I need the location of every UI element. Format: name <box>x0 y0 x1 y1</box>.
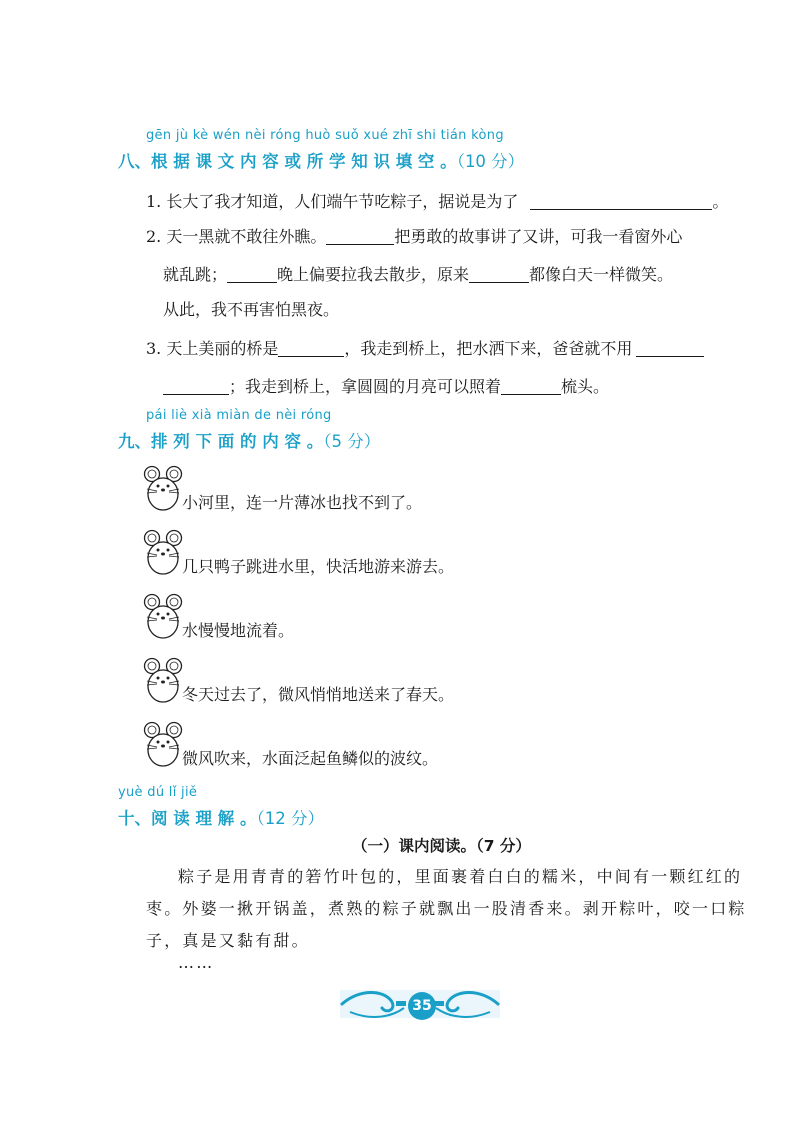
reading-subtitle: （一）课内阅读。（7 分） <box>352 837 531 855</box>
q3-blank-1[interactable] <box>278 340 344 357</box>
q2-line2 <box>163 262 673 285</box>
mouse-answer-box-icon[interactable] <box>143 528 183 578</box>
q3-text-d: 梳头。 <box>561 377 610 396</box>
q2-text-a: 2. 天一黑就不敢往外瞧。 <box>146 227 327 246</box>
mouse-answer-box-icon[interactable] <box>143 656 183 706</box>
q1-blank[interactable] <box>530 193 712 210</box>
section8-score: （10 分） <box>456 152 525 171</box>
q3-text-b: ，我走到桥上，把水洒下来，爸爸就不用 <box>344 339 633 358</box>
passage-line-1: 粽子是用青青的箬竹叶包的，里面裹着白白的糯米，中间有一颗红红的 <box>178 867 743 886</box>
section8-heading <box>118 148 524 172</box>
q2-line3: 从此，我不再害怕黑夜。 <box>163 300 340 319</box>
sequence-item-3: 水慢慢地流着。 <box>182 621 295 640</box>
q2-blank-1[interactable] <box>326 228 394 245</box>
section10-heading <box>118 805 324 829</box>
sequence-item-1: 小河里，连一片薄冰也找不到了。 <box>182 493 423 512</box>
mouse-answer-box-icon[interactable] <box>143 592 183 642</box>
sequence-item-4: 冬天过去了，微风悄悄地送来了春天。 <box>182 685 455 704</box>
q2-text-d: 晚上偏要拉我去散步，原来 <box>277 265 470 284</box>
section9-title: 九、排 列 下 面 的 内 容 。 <box>118 432 324 451</box>
section10-pinyin: yuè dú lǐ jiě <box>118 785 198 800</box>
q2-text-b: 把勇敢的故事讲了又讲，可我一看窗外心 <box>394 227 683 246</box>
q2-blank-2[interactable] <box>227 266 277 283</box>
section8-title: 八、根 据 课 文 内 容 或 所 学 知 识 填 空 。 <box>118 152 457 171</box>
q3-blank-2[interactable] <box>636 340 704 357</box>
section9-heading <box>118 428 380 452</box>
mouse-answer-box-icon[interactable] <box>143 720 183 770</box>
section9-pinyin: pái liè xià miàn de nèi róng <box>146 408 332 423</box>
page-number: 35 <box>408 992 436 1020</box>
q1-end: 。 <box>712 192 729 211</box>
passage-line-2: 枣。外婆一揪开锅盖，煮熟的粽子就飘出一股清香来。剥开粽叶，咬一口粽 <box>146 899 747 918</box>
q3-blank-3[interactable] <box>163 378 229 395</box>
q3-text-a: 3. 天上美丽的桥是 <box>146 339 279 358</box>
q2-line1 <box>146 224 682 247</box>
passage-line-3: 子，真是又黏有甜。 <box>146 931 310 950</box>
section10-score: （12 分） <box>256 809 324 828</box>
section9-score: （5 分） <box>323 432 381 451</box>
q3-line2 <box>163 374 609 397</box>
mouse-answer-box-icon[interactable] <box>143 464 183 514</box>
q1-line <box>146 189 728 212</box>
q1-text: 1. 长大了我才知道，人们端午节吃粽子，据说是为了 <box>146 192 519 211</box>
q3-text-c: ；我走到桥上，拿圆圆的月亮可以照着 <box>229 377 502 396</box>
q2-text-c: 就乱跳； <box>163 265 228 284</box>
sequence-item-2: 几只鸭子跳进水里，快活地游来游去。 <box>182 557 455 576</box>
passage-ellipsis: …… <box>178 953 215 972</box>
section8-pinyin: gēn jù kè wén nèi róng huò suǒ xué zhī shi tián kòng <box>146 128 504 143</box>
q3-blank-4[interactable] <box>501 378 561 395</box>
sequence-item-5: 微风吹来，水面泛起鱼鳞似的波纹。 <box>182 749 439 768</box>
q2-text-e: 都像白天一样微笑。 <box>529 265 674 284</box>
q2-blank-3[interactable] <box>469 266 529 283</box>
section10-title: 十、阅 读 理 解 。 <box>118 809 257 828</box>
q3-line1 <box>146 336 704 359</box>
